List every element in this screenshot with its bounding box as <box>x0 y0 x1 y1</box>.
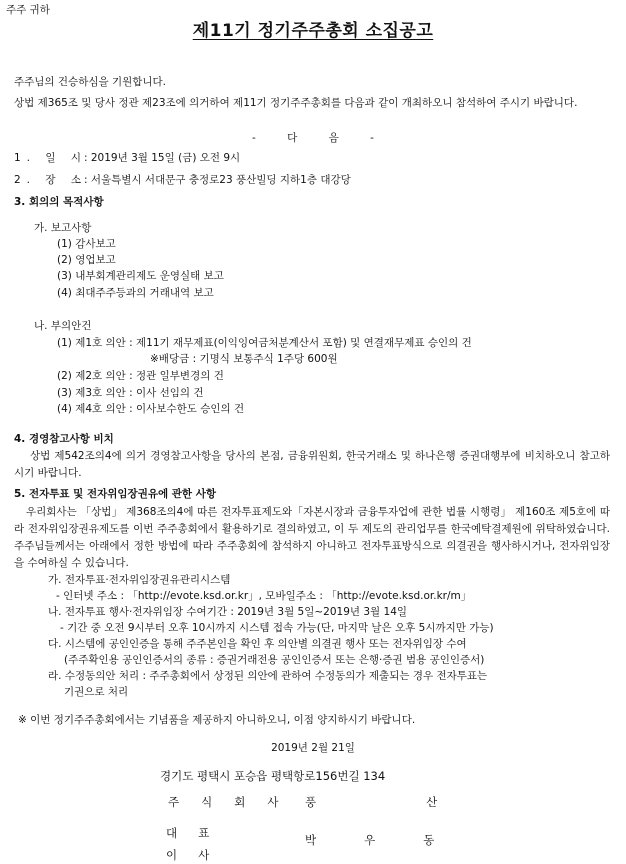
venue-label: 2. 장 소 <box>14 174 87 186</box>
company-name-value: 풍산 <box>305 795 548 809</box>
evoting-subitem: (주주확인용 공인인증서의 종류 : 증권거래전용 공인인증서 또는 은행·증권 범용 공인인증서) <box>64 654 485 666</box>
document-title: 제11기 정기주주총회 소집공고 <box>192 21 434 41</box>
dividend-note: ※배당금 : 기명식 보통주식 1주당 600원 <box>150 353 338 365</box>
reports-heading: 가. 보고사항 <box>34 222 92 234</box>
reference-body: 상법 제542조의4에 의거 경영참고사항을 당사의 본점, 금융위원회, 한국거래소 및 하나은행 증권대행부에 비치하오니 참고하시기 바랍니다. <box>14 450 610 479</box>
evoting-subitem: 기권으로 처리 <box>64 686 129 698</box>
evoting-item: 라. 수정동의안 처리 : 주주총회에서 상정된 의안에 관하여 수정동의가 제출되는 경우 전자투표는 <box>48 670 488 682</box>
evoting-heading: 5. 전자투표 및 전자위임장권유에 관한 사항 <box>14 488 217 500</box>
evoting-item: 가. 전자투표·전자위임장권유관리시스템 <box>48 574 231 586</box>
divider-text: - 다 음 - <box>252 132 374 144</box>
evoting-item: 다. 시스템에 공인인증을 통해 주주본인을 확인 후 의안별 의결권 행사 또는 전자위임장 수여 <box>48 638 467 650</box>
evoting-subitem: - 기간 중 오전 9시부터 오후 10시까지 시스템 접속 가능(단, 마지막 날은 오후 5시까지만 가능) <box>60 622 494 634</box>
report-item: (2) 영업보고 <box>57 254 116 266</box>
agenda-heading: 3. 회의의 목적사항 <box>14 196 104 208</box>
reference-heading: 4. 경영참고사항 비치 <box>14 433 114 445</box>
greeting: 주주님의 건승하심을 기원합니다. <box>14 76 167 88</box>
addressee: 주주 귀하 <box>6 4 50 16</box>
company-address: 경기도 평택시 포승읍 평택항로156번길 134 <box>160 769 386 783</box>
resolutions-heading: 나. 부의안건 <box>34 320 92 332</box>
report-item: (4) 최대주주등과의 거래내역 보고 <box>57 287 214 299</box>
notice-note: ※ 이번 정기주주총회에서는 기념품을 제공하지 아니하오니, 이점 양지하시기 바랍니다. <box>18 714 416 726</box>
evoting-item: 나. 전자투표 행사·전자위임장 수여기간 : 2019년 3월 5일~2019년 3월 14일 <box>48 606 408 618</box>
datetime-value: : 2019년 3월 15일 (금) 오전 9시 <box>84 152 241 164</box>
intro-paragraph: 상법 제365조 및 당사 정관 제23조에 의거하여 제11기 정기주주총회를 다음과 같이 개최하오니 참석하여 주시기 바랍니다. <box>14 97 578 109</box>
report-item: (1) 감사보고 <box>57 238 116 250</box>
datetime-label: 1. 일 시 <box>14 152 87 164</box>
company-name-label: 주식회사 <box>168 795 301 809</box>
ceo-name: 박우동 <box>305 833 483 847</box>
resolution-item: (1) 제1호 의안 : 제11기 재무제표(이익잉여금처분계산서 포함) 및 연결재무제표 승인의 건 <box>57 337 472 349</box>
ceo-label: 대표이사 <box>166 826 231 862</box>
report-item: (3) 내부회계관리제도 운영실태 보고 <box>57 270 224 282</box>
resolution-item: (4) 제4호 의안 : 이사보수한도 승인의 건 <box>57 403 245 415</box>
notice-date: 2019년 2월 21일 <box>271 742 355 754</box>
evoting-body: 우리회사는 「상법」 제368조의4에 따른 전자투표제도와「자본시장과 금융투자업에 관한 법률 시행령」 제160조 제5호에 따라 전자위임장권유제도를 이번 주주총회에서 활용하기로 결의하였고, 이 두 제도의 관리업무를 한국예탁결제원에 위탁하였습니다. 주주님들께서는 아래에서 정한 방법에 따라 주주총회에 참석하지 아니하고 전자투표방식으로 의결권을 행사하시거나, 전자위임장을 수여하실 수 있습니다. <box>14 506 610 569</box>
evoting-url: - 인터넷 주소 : 「http://evote.ksd.or.kr」, 모바일주소 : 「http://evote.ksd.or.kr/m」 <box>56 590 472 602</box>
resolution-item: (3) 제3호 의안 : 이사 선임의 건 <box>57 387 204 399</box>
resolution-item: (2) 제2호 의안 : 정관 일부변경의 건 <box>57 370 224 382</box>
venue-value: : 서울특별시 서대문구 충정로23 풍산빌딩 지하1층 대강당 <box>84 174 351 186</box>
